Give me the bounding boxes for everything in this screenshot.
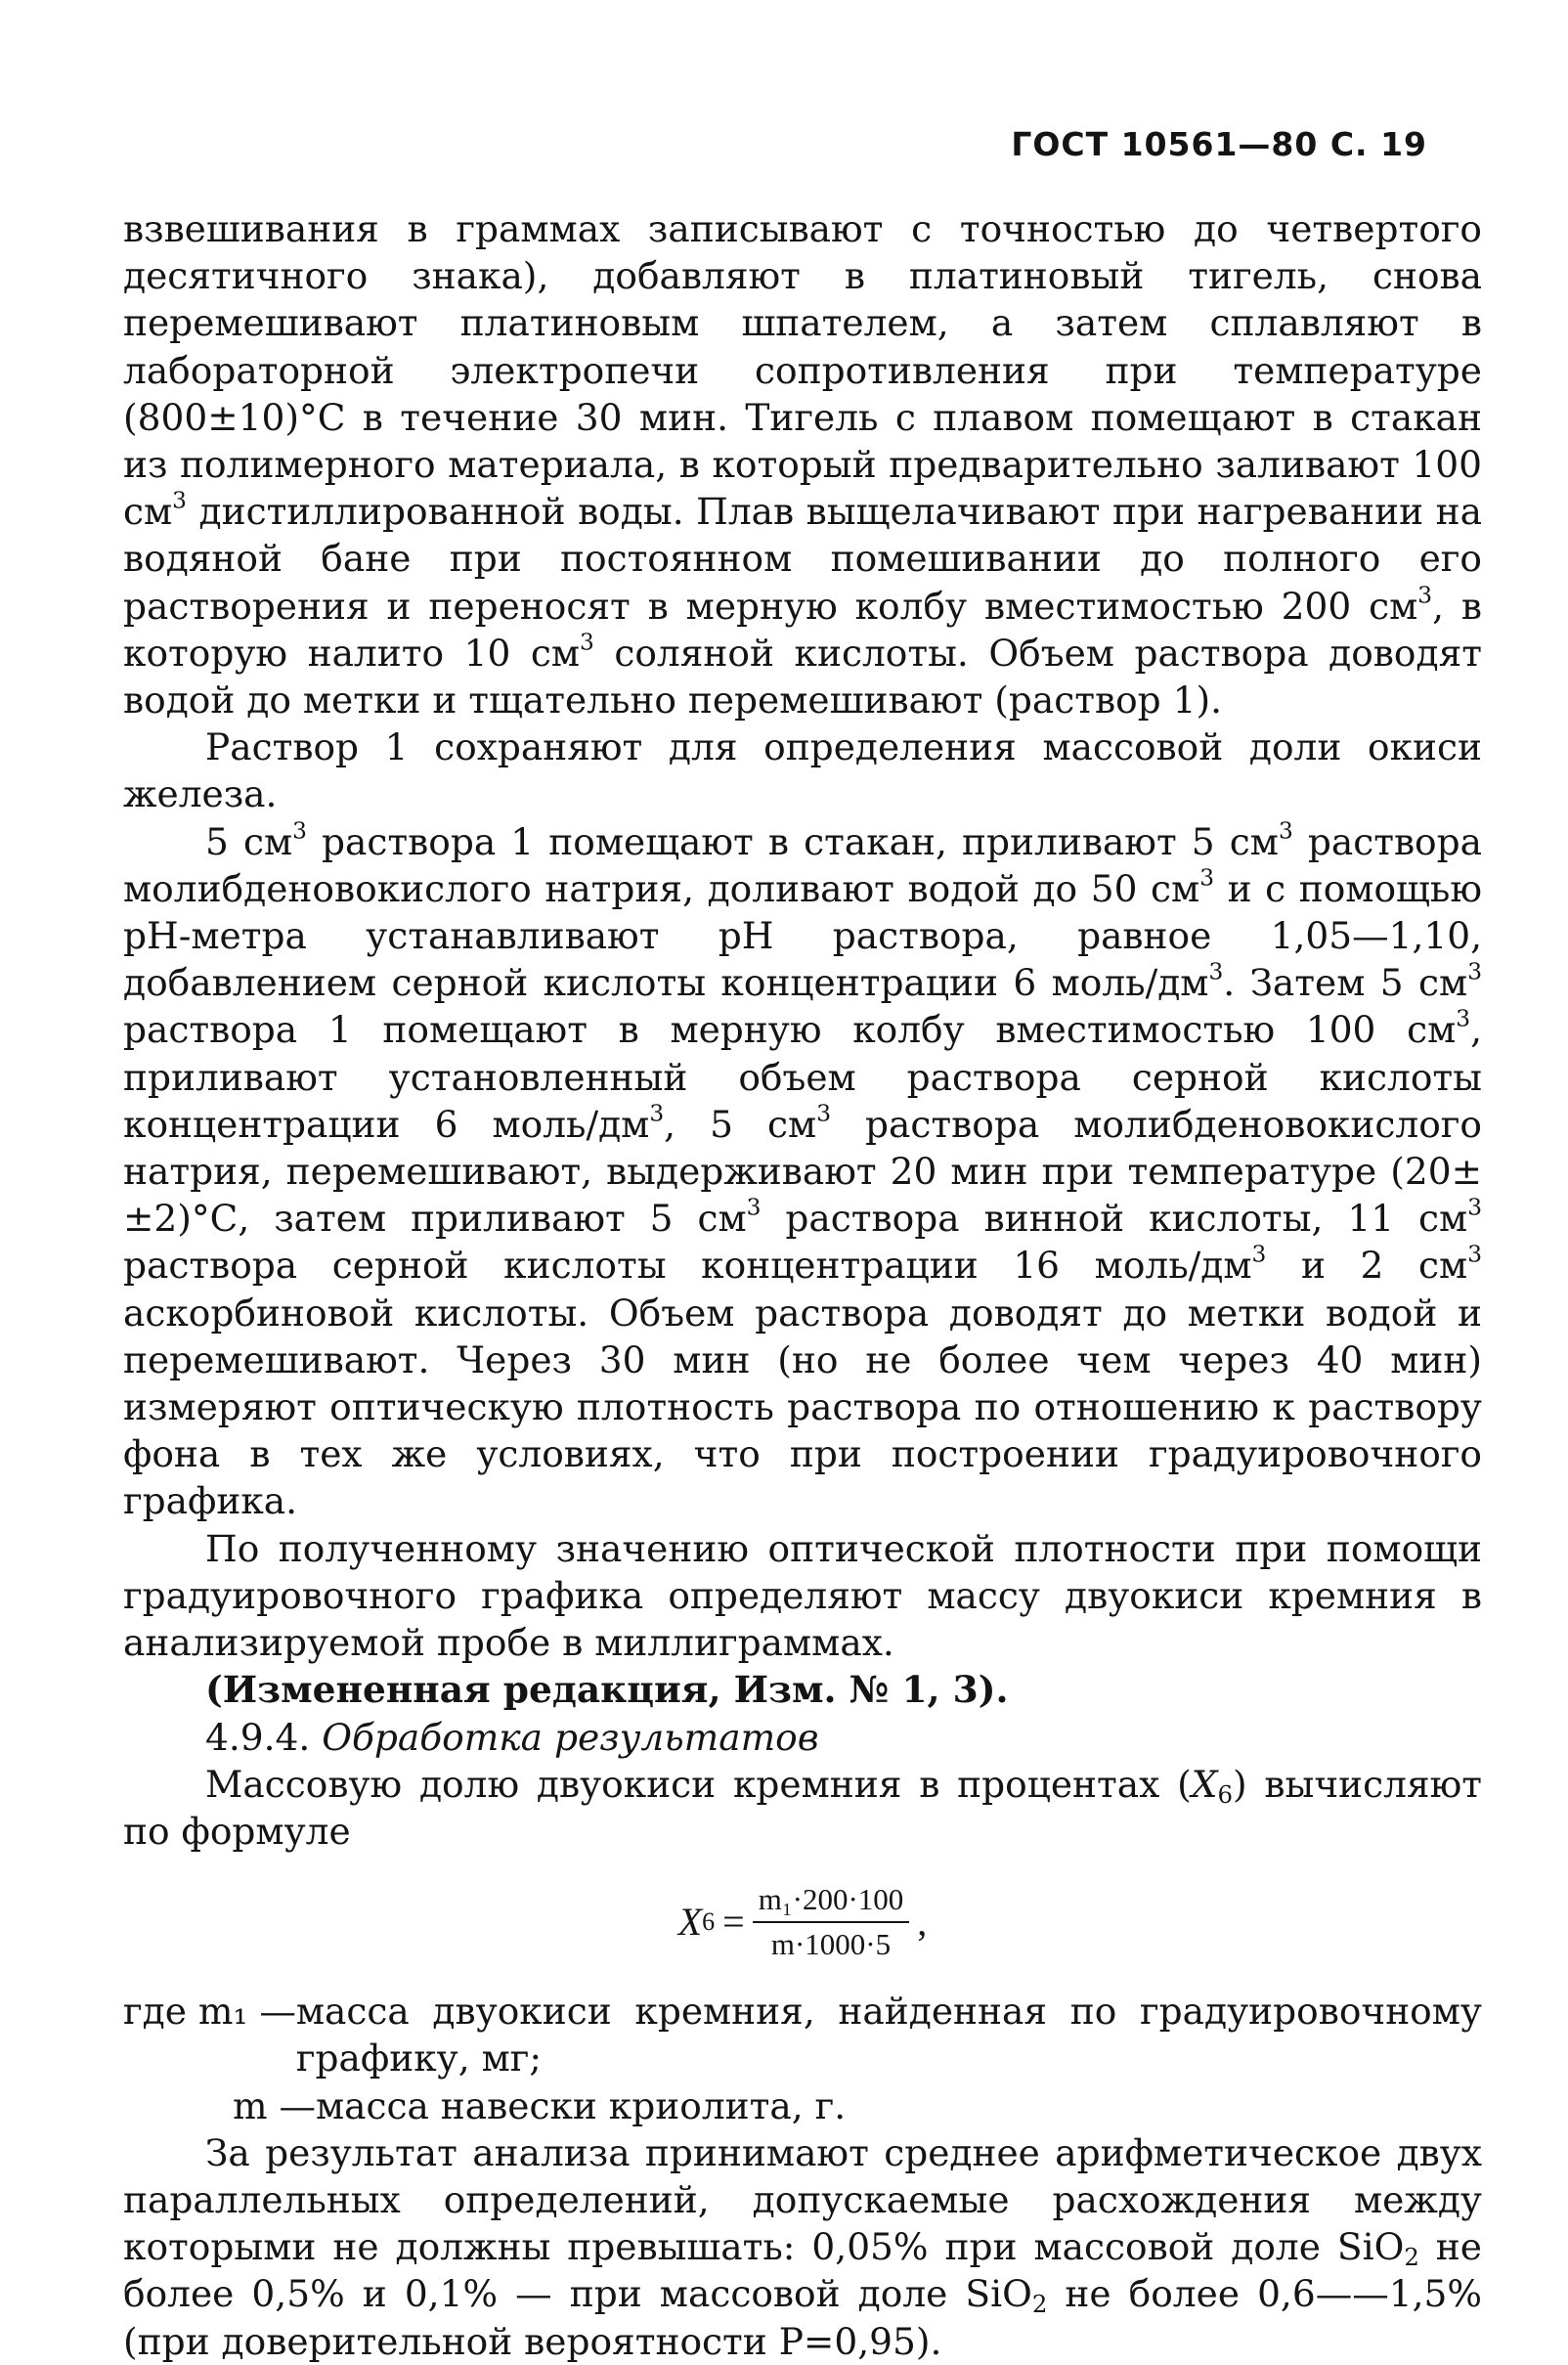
formula-fraction bbox=[753, 1880, 910, 1964]
formula-denominator: m·1000·5 bbox=[770, 1927, 892, 1962]
paragraph-determination: По полученному значению оптической плотности при помощи градуировочного графика определяют массу двуокиси кремния в анализируемой пробе в миллиграммах. bbox=[123, 1526, 1482, 1665]
section-title: Обработка результатов bbox=[322, 1715, 819, 1759]
formula-numerator: m₁·200·100 bbox=[753, 1880, 910, 1923]
paragraph-formula-intro: Массовую долю двуокиси кремния в процентах $(X_6)$ вычисляют по формуле bbox=[123, 1762, 1482, 1853]
paragraph-procedure: 5 $см^3$ раствора 1 помещают в стакан, приливают 5 $см^3$ раствора молибденовокислого натрия, доливают водой до 50 $см^3$ и с помощью рН-метра устанавливают рН раствора, равное 1,05—1,10, добавлением серной кислоты концентрации 6 моль/$дм^3$. Затем 5 $см^3$ раствора 1 помещают в мерную колбу вместимостью 100 $см^3$, приливают установленный объем раствора серной кислоты концентрации 6 моль/$дм^3$, 5 $см^3$ раствора молибденовокислого натрия, перемешивают, выдерживают 20 мин при температуре (20±±2)°С, затем приливают 5 $см^3$ раствора винной кислоты, 11 $см^3$ раствора серной кислоты концентрации 16 моль/$дм^3$ и 2 $см^3$ аскорбиновой кислоты. Объем раствора доводят до метки водой и перемешивают. Через 30 мин (но не более чем через 40 мин) измеряют оптическую плотность раствора по отношению к раствору фона в тех же условиях, что при построении градуировочного графика. bbox=[123, 817, 1483, 1523]
amendment-note: (Измененная редакция, Изм. № 1, 3). bbox=[205, 1668, 1009, 1712]
section-heading bbox=[123, 1714, 1482, 1761]
paragraph-result: За результат анализа принимают среднее арифметическое двух параллельных определений, допускаемые расхождения между которыми не должны превышать: 0,05% при массовой доле SiO$_2$ не более 0,5% и 0,1% — при массовой доле SiO$_2$ не более 0,6——1,5% (при доверительной вероятности Р=0,95). bbox=[123, 2130, 1482, 2363]
formula-equals: = bbox=[722, 1900, 745, 1944]
paragraph-sintering: взвешивания в граммах записывают с точностью до четвертого десятичного знака), добавляют в платиновый тигель, снова перемешивают платиновым шпателем, а затем сплавляют в лабораторной электропечи сопротивления при температуре (800±10)°С в течение 30 мин. Тигель с плавом помещают в стакан из полимерного материала, в который предварительно заливают 100 $см^3$ дистиллированной воды. Плав выщелачивают при нагревании на водяной бане при постоянном помешивании до полного его растворения и переносят в мерную колбу вместимостью 200 $см^3$, в которую налито 10 $см^3$ соляной кислоты. Объем раствора доводят водой до метки и тщательно перемешивают (раствор 1). bbox=[123, 207, 1482, 723]
document-body bbox=[123, 205, 1482, 2365]
formula-lhs: X bbox=[677, 1900, 703, 1944]
formula-comma: , bbox=[917, 1900, 928, 1944]
section-number: 4.9.4. bbox=[205, 1715, 311, 1759]
page-header: ГОСТ 10561—80 С. 19 bbox=[1011, 125, 1427, 163]
paragraph-solution-kept: Раствор 1 сохраняют для определения массовой доли окиси железа. bbox=[123, 725, 1482, 816]
variable-definition-m: m — масса навески криолита, г. bbox=[233, 2083, 847, 2127]
variable-definition-m1: где m₁ — масса двуокиси кремния, найденная по градуировочному графику, мг; bbox=[123, 1990, 1482, 2080]
formula: X 6 = $\frac{\text{m₁·200·100}}{m\cdot 1000\cdot 5}$ , bbox=[123, 1880, 1482, 1964]
